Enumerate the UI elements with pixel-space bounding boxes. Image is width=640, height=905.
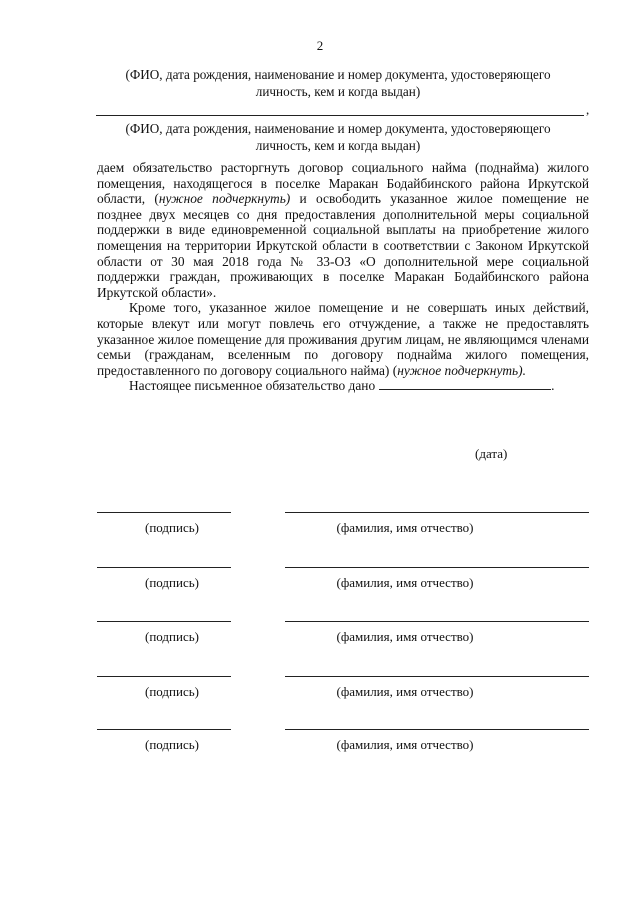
underline-hint-1: нужное подчеркнуть) — [158, 191, 291, 207]
signature-label: (подпись) — [145, 629, 199, 644]
full-name-line — [285, 729, 589, 730]
signature-row — [0, 567, 640, 607]
person-caption-1-line2: личность, кем и когда выдан) — [255, 84, 421, 99]
date-field-line — [379, 378, 551, 390]
signature-label: (подпись) — [145, 684, 199, 699]
full-name-line — [285, 567, 589, 568]
person-caption-2 — [88, 120, 588, 154]
paragraph-obligation — [97, 160, 589, 300]
signature-row — [0, 729, 640, 769]
date-caption: (дата) — [475, 446, 508, 461]
person-entry-line-2 — [96, 115, 584, 116]
paragraph-date-end: . — [551, 378, 555, 394]
signature-line — [97, 567, 231, 568]
signature-label: (подпись) — [145, 737, 199, 752]
paragraph-obligation-text-a: даем обязательство расторгнуть договор социального найма (поднайма) жилого помещения, находящегося в поселке Маракан Бодайбинского района Иркутской области, ( — [97, 160, 589, 207]
paragraph-date — [97, 378, 589, 394]
signature-line — [97, 729, 231, 730]
full-name-label: (фамилия, имя отчество) — [336, 737, 474, 752]
signature-label: (подпись) — [145, 520, 199, 535]
signature-row — [0, 676, 640, 716]
paragraph-obligation-text-b: и освободить указанное жилое помещение не позднее двух месяцев со дня предоставления дополнительной меры социальной поддержки в виде единовременной социальной выплаты на приобретение жилого помещения на территории Иркутской области в соответствии с Законом Иркутской области от 30 мая 2018 года № 33-ОЗ «О дополнительной мере социальной поддержки граждан, проживающих в поселке Маракан Бодайбинского района Иркутской области». — [97, 191, 589, 300]
full-name-label: (фамилия, имя отчество) — [336, 575, 474, 590]
full-name-line — [285, 512, 589, 513]
person-entry-comma: , — [586, 102, 590, 117]
signature-line — [97, 621, 231, 622]
signature-row — [0, 621, 640, 661]
person-caption-1-line1: (ФИО, дата рождения, наименование и номер документа, удостоверяющего — [125, 67, 551, 82]
signature-label: (подпись) — [145, 575, 199, 590]
paragraph-date-text: Настоящее письменное обязательство дано — [129, 378, 376, 394]
full-name-label: (фамилия, имя отчество) — [336, 520, 474, 535]
full-name-line — [285, 621, 589, 622]
signature-line — [97, 512, 231, 513]
person-caption-2-line2: личность, кем и когда выдан) — [255, 138, 421, 153]
signature-row — [0, 512, 640, 552]
obligation-text — [97, 160, 589, 394]
page-number: 2 — [316, 38, 324, 53]
paragraph-additional-text: Кроме того, указанное жилое помещение и не совершать иных действий, которые влекут или могут повлечь его отчуждение, а также не предоставлять указанное жилое помещение для проживания другим лицам, не являющимся членами семьи (гражданам, вселенным по договору поднайма жилого помещения, предоставленного по договору социального найма) ( — [97, 300, 589, 378]
full-name-line — [285, 676, 589, 677]
person-caption-2-line1: (ФИО, дата рождения, наименование и номер документа, удостоверяющего — [125, 121, 551, 136]
person-caption-1 — [88, 66, 588, 100]
full-name-label: (фамилия, имя отчество) — [336, 629, 474, 644]
paragraph-additional — [97, 300, 589, 378]
full-name-label: (фамилия, имя отчество) — [336, 684, 474, 699]
signature-line — [97, 676, 231, 677]
underline-hint-2: нужное подчеркнуть). — [397, 362, 526, 378]
